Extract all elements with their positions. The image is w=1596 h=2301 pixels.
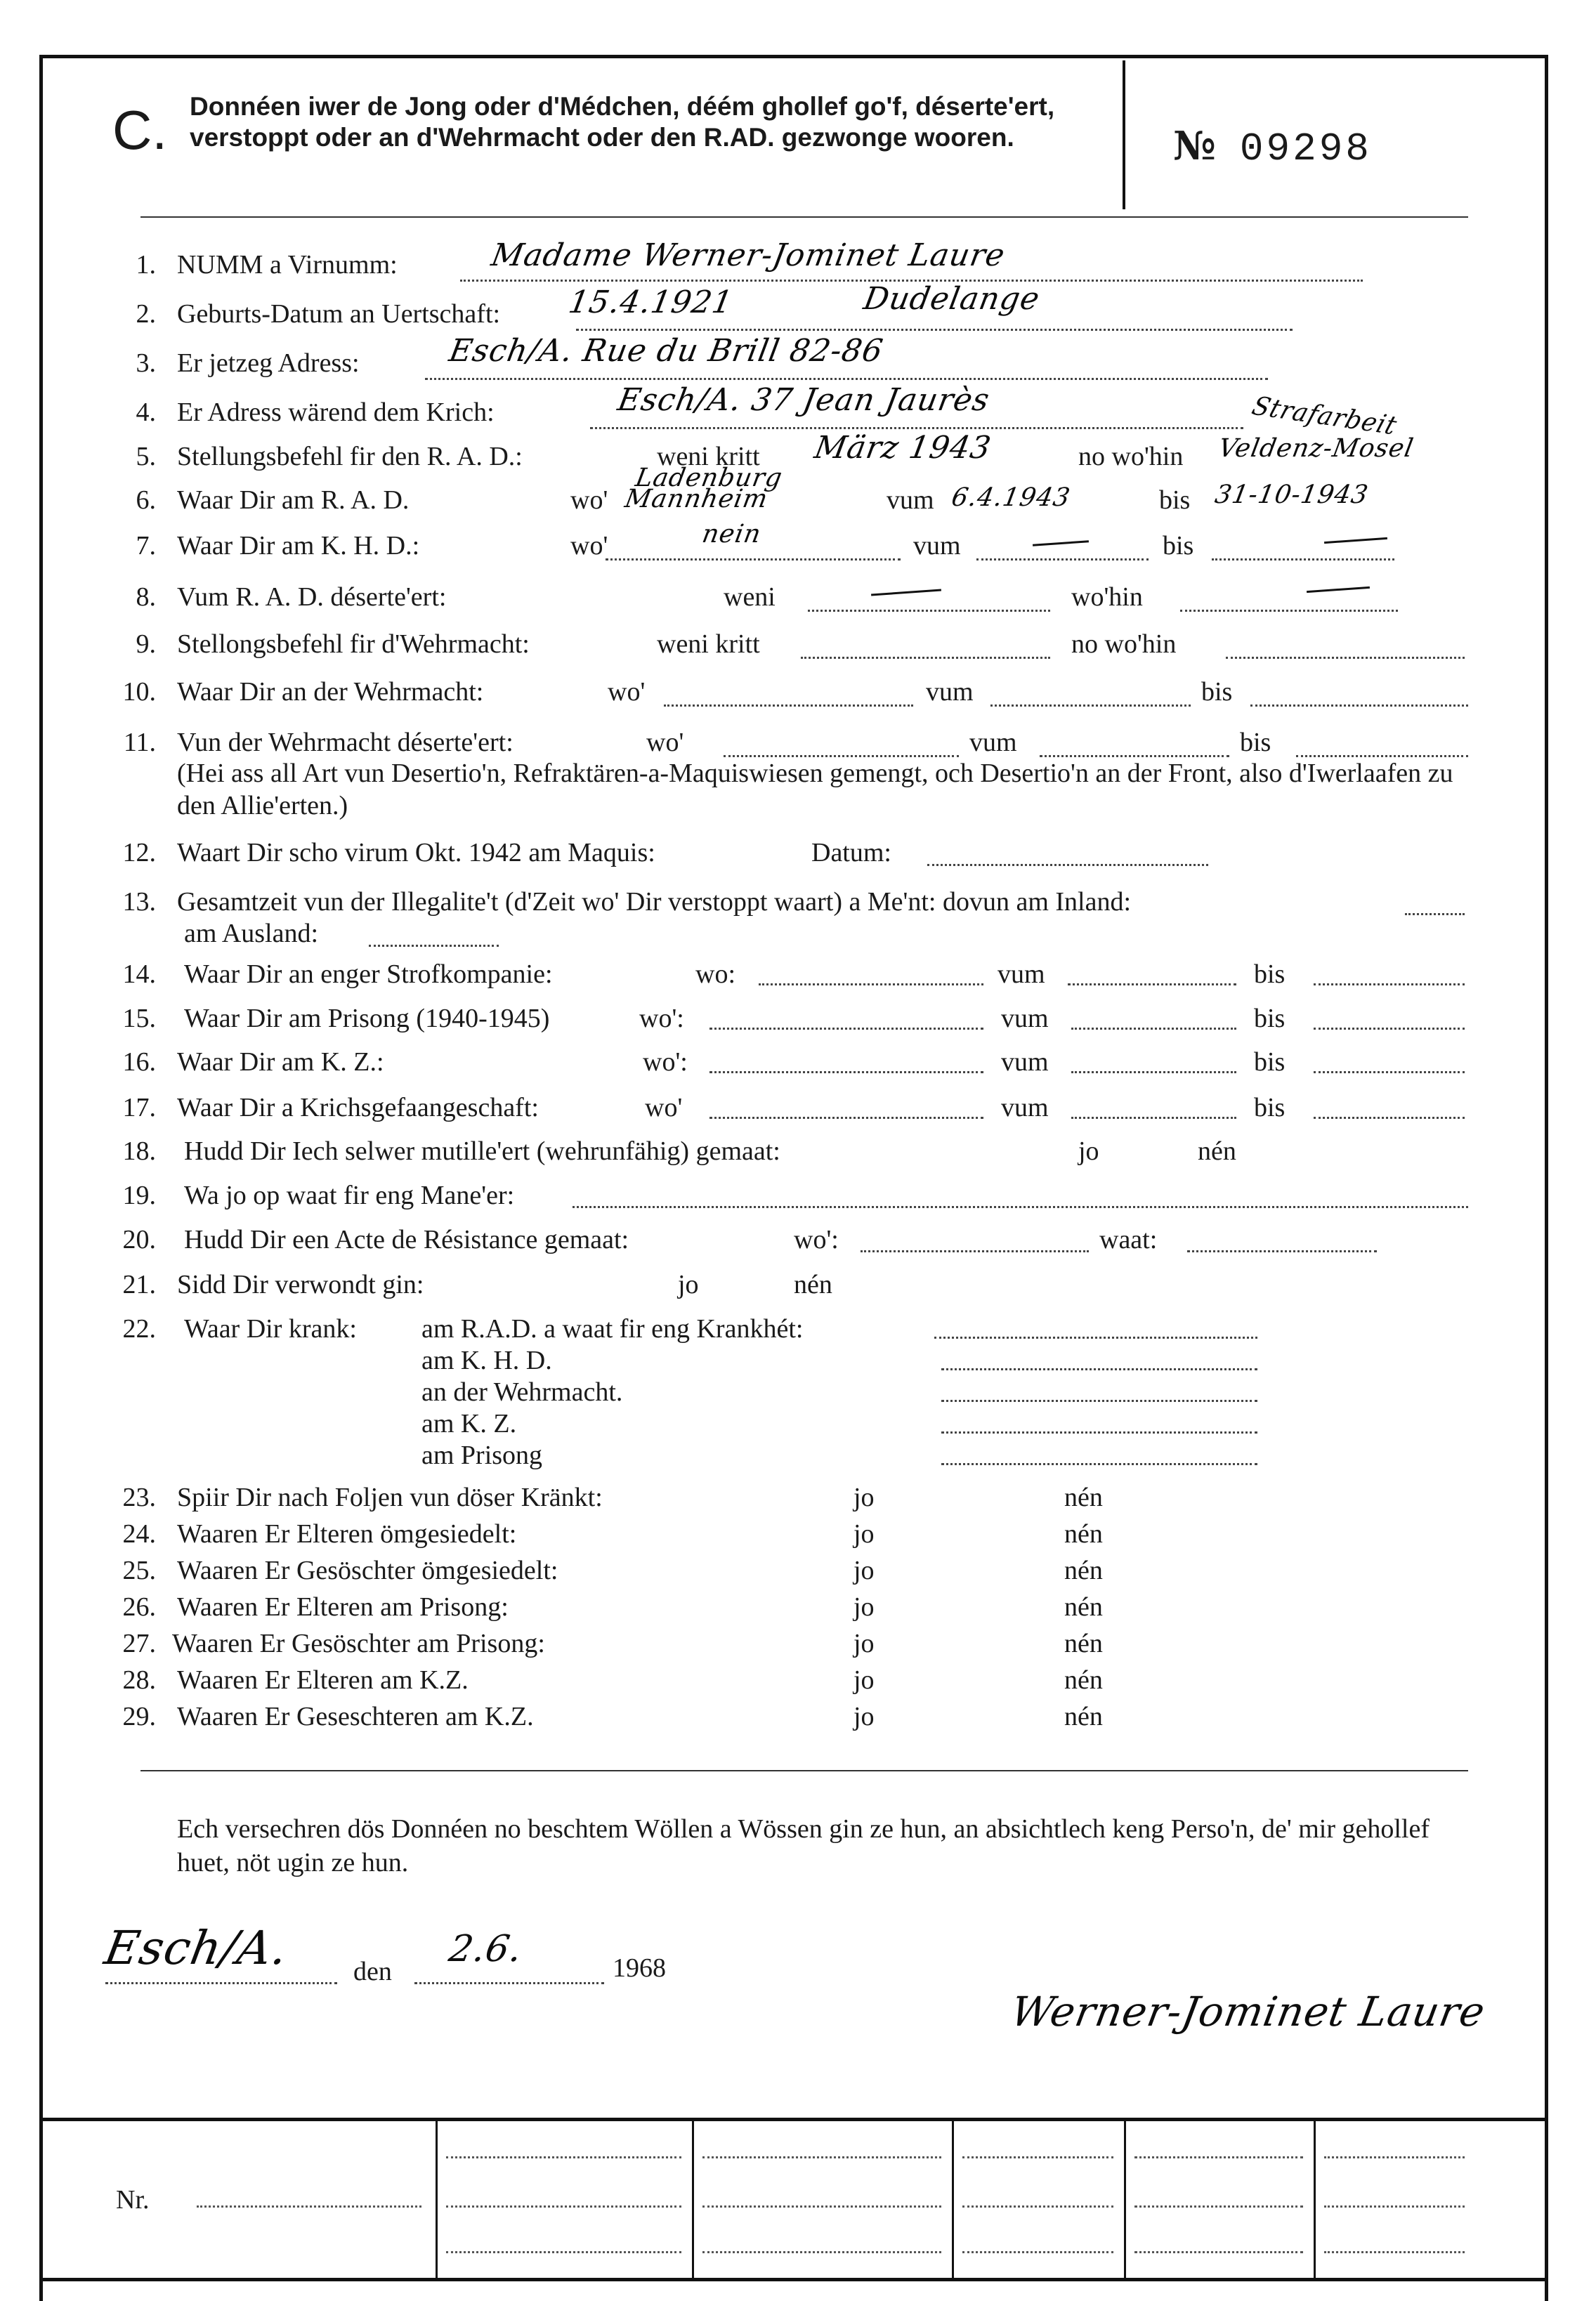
war-address-field[interactable] bbox=[590, 427, 1243, 429]
sick-khd-label: am K. H. D. bbox=[421, 1346, 552, 1375]
wehrmacht-order-date-field[interactable] bbox=[801, 657, 1050, 659]
option-jo[interactable]: jo bbox=[853, 1483, 875, 1512]
option-jo[interactable]: jo bbox=[853, 1629, 875, 1658]
rad-order-extra-value: Strafarbeit bbox=[1248, 391, 1401, 441]
section-letter: C. bbox=[112, 99, 167, 161]
prison-from-field[interactable] bbox=[1071, 1028, 1236, 1030]
field-label: Waar Dir an der Wehrmacht: bbox=[177, 677, 484, 707]
field-label: Waart Dir scho virum Okt. 1942 am Maquis: bbox=[177, 838, 655, 867]
field-label: Waar Dir an enger Strofkompanie: bbox=[184, 959, 553, 989]
field-label: Waar Dir am Prisong (1940-1945) bbox=[184, 1004, 550, 1033]
weni-label: weni bbox=[724, 582, 776, 612]
row-number: 9. bbox=[136, 629, 156, 659]
war-address-value: Esch/A. 37 Jean Jaurès bbox=[615, 382, 993, 418]
row-number: 28. bbox=[122, 1665, 156, 1695]
footer-cell[interactable] bbox=[1134, 2251, 1303, 2253]
footer-divider-3 bbox=[952, 2121, 954, 2279]
option-nen[interactable]: nén bbox=[1064, 1519, 1103, 1549]
row-number: 22. bbox=[122, 1314, 156, 1344]
number-value: 09298 bbox=[1239, 126, 1372, 171]
field-label: Hudd Dir een Acte de Résistance gemaat: bbox=[184, 1225, 629, 1254]
option-nen[interactable]: nén bbox=[1064, 1592, 1103, 1622]
field-label: NUMM a Virnumm: bbox=[177, 250, 398, 280]
wehrmacht-place-field[interactable] bbox=[664, 704, 913, 707]
field-label: Wa jo op waat fir eng Mane'er: bbox=[184, 1181, 515, 1210]
illegality-inland-field[interactable] bbox=[1405, 913, 1465, 915]
field-label: Sidd Dir verwondt gin: bbox=[177, 1270, 424, 1299]
birth-place-value: Dudelange bbox=[861, 281, 1043, 317]
birth-date-value: 15.4.1921 bbox=[565, 284, 736, 320]
wo-label: wo' bbox=[646, 728, 684, 757]
row-number: 4. bbox=[136, 398, 156, 427]
option-nen[interactable]: nén bbox=[1064, 1702, 1103, 1731]
row-number: 6. bbox=[136, 485, 156, 515]
field-label: Vun der Wehrmacht déserte'ert: bbox=[177, 728, 514, 757]
footer-cell[interactable] bbox=[962, 2205, 1113, 2208]
row-number: 24. bbox=[122, 1519, 156, 1549]
bis-label: bis bbox=[1254, 1047, 1286, 1077]
ausland-label: am Ausland: bbox=[184, 919, 319, 948]
bis-label: bis bbox=[1254, 959, 1286, 989]
khd-from-field[interactable] bbox=[976, 558, 1149, 560]
den-label: den bbox=[353, 1957, 392, 1986]
field-label: Waar Dir am R. A. D. bbox=[177, 485, 410, 515]
rad-place-value-2: Mannheim bbox=[622, 485, 771, 513]
row-number: 5. bbox=[136, 442, 156, 471]
option-jo[interactable]: jo bbox=[678, 1270, 699, 1299]
row-number: 19. bbox=[122, 1181, 156, 1210]
field-label: Waar Dir am K. Z.: bbox=[177, 1047, 384, 1077]
rad-from-value: 6.4.1943 bbox=[949, 483, 1073, 512]
row-number: 7. bbox=[136, 531, 156, 560]
footer-cell[interactable] bbox=[962, 2251, 1113, 2253]
row-number: 27. bbox=[122, 1629, 156, 1658]
field-label: Waaren Er Geseschteren am K.Z. bbox=[177, 1702, 534, 1731]
place-value: Esch/A. bbox=[100, 1921, 293, 1975]
footer-divider-5 bbox=[1314, 2121, 1316, 2279]
declaration-text: Ech versechren dös Donnéen no beschtem Wöllen a Wössen gin ze hun, an absichtlech keng Perso'n, de' mir gehollef huet, nöt ugin ze hun. bbox=[177, 1814, 1430, 1877]
date-field[interactable] bbox=[414, 1982, 604, 1984]
vum-label: vum bbox=[1001, 1093, 1049, 1122]
sick-prison-label: am Prisong bbox=[421, 1441, 543, 1470]
bis-label: bis bbox=[1240, 728, 1271, 757]
field-label: Waaren Er Elteren ömgesiedelt: bbox=[177, 1519, 517, 1549]
place-field[interactable] bbox=[105, 1982, 337, 1984]
bis-label: bis bbox=[1163, 531, 1194, 560]
option-jo[interactable]: jo bbox=[853, 1556, 875, 1585]
row-number: 1. bbox=[136, 250, 156, 280]
sick-wehrmacht-label: an der Wehrmacht. bbox=[421, 1377, 623, 1407]
strofkompanie-place-field[interactable] bbox=[759, 983, 983, 985]
field-label: Spiir Dir nach Foljen vun döser Kränkt: bbox=[177, 1483, 603, 1512]
footer-cell[interactable] bbox=[446, 2251, 681, 2253]
wo-label: wo' bbox=[645, 1093, 683, 1122]
weni-label: weni kritt bbox=[657, 442, 760, 471]
field-label: Waaren Er Gesöschter am Prisong: bbox=[172, 1629, 545, 1658]
header-divider bbox=[1123, 60, 1125, 209]
waat-label: waat: bbox=[1099, 1225, 1158, 1254]
footer-cell[interactable] bbox=[446, 2156, 681, 2158]
footer-cell[interactable] bbox=[1324, 2156, 1465, 2158]
vum-label: vum bbox=[913, 531, 961, 560]
signature: Werner-Jominet Laure bbox=[1007, 1988, 1489, 2035]
row-number: 17. bbox=[122, 1093, 156, 1122]
strofkompanie-from-field[interactable] bbox=[1068, 983, 1236, 985]
wehrmacht-to-field[interactable] bbox=[1250, 704, 1468, 707]
row-number: 3. bbox=[136, 348, 156, 378]
row-number: 23. bbox=[122, 1483, 156, 1512]
vum-label: vum bbox=[1001, 1047, 1049, 1077]
address-field[interactable] bbox=[425, 378, 1268, 380]
nowohin-label: no wo'hin bbox=[1078, 442, 1184, 471]
option-nen[interactable]: nén bbox=[1064, 1483, 1103, 1512]
wo-label: wo' bbox=[608, 677, 646, 707]
option-nen[interactable]: nén bbox=[1064, 1556, 1103, 1585]
footer-cell[interactable] bbox=[702, 2251, 941, 2253]
declaration-rule bbox=[140, 1770, 1468, 1771]
sick-wehrmacht-field[interactable] bbox=[941, 1400, 1257, 1402]
bis-label: bis bbox=[1201, 677, 1233, 707]
wo-label: wo': bbox=[643, 1047, 688, 1077]
rad-place-value-1: Ladenburg bbox=[633, 464, 785, 492]
kz-from-field[interactable] bbox=[1071, 1071, 1236, 1073]
desertion-note: (Hei ass all Art vun Desertio'n, Refraktären-a-Maquiswiesen gemengt, och Desertio'n an der Front, also d'Iwerlaafen zu den Allie'erten.) bbox=[177, 759, 1453, 820]
wo-label: wo' bbox=[570, 485, 608, 515]
footer-cell[interactable] bbox=[702, 2205, 941, 2208]
field-label: Gesamtzeit vun der Illegalite't (d'Zeit wo' Dir verstoppt waart) a Me'nt: dovun am Inland: bbox=[177, 887, 1132, 917]
address-value: Esch/A. Rue du Brill 82-86 bbox=[446, 333, 887, 369]
row-number: 29. bbox=[122, 1702, 156, 1731]
option-jo[interactable]: jo bbox=[853, 1665, 875, 1695]
row-number: 10. bbox=[122, 677, 156, 707]
sick-kz-field[interactable] bbox=[941, 1431, 1257, 1434]
row-number: 14. bbox=[122, 959, 156, 989]
field-label: Waar Dir krank: bbox=[184, 1314, 357, 1344]
bis-label: bis bbox=[1254, 1004, 1286, 1033]
khd-to-field[interactable] bbox=[1212, 558, 1394, 560]
row-number: 15. bbox=[122, 1004, 156, 1033]
birth-field[interactable] bbox=[576, 329, 1293, 331]
footer-cell[interactable] bbox=[446, 2205, 681, 2208]
mutilation-manner-field[interactable] bbox=[573, 1206, 1468, 1208]
header-rule bbox=[140, 216, 1468, 218]
illegality-ausland-field[interactable] bbox=[369, 945, 499, 947]
field-label: Er Adress wärend dem Krich: bbox=[177, 398, 495, 427]
footer-cell[interactable] bbox=[962, 2156, 1113, 2158]
nr-label: Nr. bbox=[116, 2185, 150, 2215]
bis-label: bis bbox=[1254, 1093, 1286, 1122]
sick-rad-label: am R.A.D. a waat fir eng Krankhét: bbox=[421, 1314, 804, 1344]
bottom-border bbox=[39, 2278, 1548, 2281]
option-nen[interactable]: nén bbox=[1064, 1629, 1103, 1658]
rad-order-place-value: Veldenz-Mosel bbox=[1216, 434, 1416, 463]
option-nen[interactable]: nén bbox=[1064, 1665, 1103, 1695]
name-value: Madame Werner-Jominet Laure bbox=[488, 237, 1008, 273]
number-sign: № bbox=[1173, 123, 1219, 169]
option-jo[interactable]: jo bbox=[853, 1592, 875, 1622]
row-number: 16. bbox=[122, 1047, 156, 1077]
sick-rad-field[interactable] bbox=[934, 1337, 1257, 1339]
wehrmacht-from-field[interactable] bbox=[990, 704, 1191, 707]
form-number bbox=[1173, 123, 1372, 171]
row-number: 21. bbox=[122, 1270, 156, 1299]
khd-value: nein bbox=[700, 520, 764, 549]
option-nen[interactable]: nén bbox=[1198, 1136, 1236, 1166]
row-number: 8. bbox=[136, 582, 156, 612]
footer-cell[interactable] bbox=[1134, 2156, 1303, 2158]
footer-divider-4 bbox=[1124, 2121, 1126, 2279]
vum-label: vum bbox=[1001, 1004, 1049, 1033]
row-number: 13. bbox=[122, 887, 156, 917]
row-number: 25. bbox=[122, 1556, 156, 1585]
resistance-place-field[interactable] bbox=[861, 1250, 1089, 1252]
rad-to-value: 31-10-1943 bbox=[1212, 480, 1371, 509]
row-number: 26. bbox=[122, 1592, 156, 1622]
footer-cell[interactable] bbox=[1134, 2205, 1303, 2208]
nr-field[interactable] bbox=[197, 2205, 421, 2208]
footer-cell[interactable] bbox=[702, 2156, 941, 2158]
bis-label: bis bbox=[1159, 485, 1191, 515]
vum-label: vum bbox=[887, 485, 934, 515]
vum-label: vum bbox=[926, 677, 974, 707]
wo-label: wo: bbox=[695, 959, 735, 989]
wo-label: wo': bbox=[794, 1225, 839, 1254]
footer-divider-2 bbox=[692, 2121, 694, 2279]
vum-label: vum bbox=[998, 959, 1045, 989]
field-label: Waar Dir a Krichsgefaangeschaft: bbox=[177, 1093, 539, 1122]
wo-label: wo' bbox=[570, 531, 608, 560]
pow-place-field[interactable] bbox=[709, 1117, 983, 1119]
footer-cell[interactable] bbox=[1324, 2251, 1465, 2253]
pow-from-field[interactable] bbox=[1071, 1117, 1236, 1119]
wo-label: wo': bbox=[639, 1004, 684, 1033]
option-jo[interactable]: jo bbox=[1078, 1136, 1099, 1166]
row-number: 2. bbox=[136, 299, 156, 329]
datum-label: Datum: bbox=[811, 838, 891, 867]
weni-label: weni kritt bbox=[657, 629, 760, 659]
prison-to-field[interactable] bbox=[1314, 1028, 1465, 1030]
pow-to-field[interactable] bbox=[1314, 1117, 1465, 1119]
field-label: Waar Dir am K. H. D.: bbox=[177, 531, 420, 560]
field-label: Vum R. A. D. déserte'ert: bbox=[177, 582, 447, 612]
field-label: Waaren Er Elteren am Prisong: bbox=[177, 1592, 509, 1622]
wohin-label: no wo'hin bbox=[1071, 629, 1177, 659]
desert-rad-place-field[interactable] bbox=[1180, 610, 1398, 612]
rad-order-date-value: März 1943 bbox=[811, 430, 994, 466]
sick-prison-field[interactable] bbox=[941, 1463, 1257, 1465]
row-number: 11. bbox=[123, 728, 156, 757]
footer-cell[interactable] bbox=[1324, 2205, 1465, 2208]
field-label: Stellongsbefehl fir d'Wehrmacht: bbox=[177, 629, 530, 659]
option-jo[interactable]: jo bbox=[853, 1702, 875, 1731]
footer-divider-1 bbox=[436, 2121, 438, 2279]
row-number: 20. bbox=[122, 1225, 156, 1254]
field-label: Waaren Er Gesöschter ömgesiedelt: bbox=[177, 1556, 558, 1585]
sick-kz-label: am K. Z. bbox=[421, 1409, 517, 1438]
field-label: Geburts-Datum an Uertschaft: bbox=[177, 299, 501, 329]
year-label: 1968 bbox=[613, 1953, 666, 1983]
option-jo[interactable]: jo bbox=[853, 1519, 875, 1549]
date-value: 2.6. bbox=[445, 1928, 526, 1970]
vum-label: vum bbox=[969, 728, 1017, 757]
wohin-label: wo'hin bbox=[1071, 582, 1143, 612]
form-title: Donnéen iwer de Jong oder d'Médchen, déém ghollef go'f, déserte'ert, verstoppt oder an d'Wehrmacht oder den R.AD. gezwonge wooren. bbox=[190, 92, 1055, 152]
row-number: 18. bbox=[122, 1136, 156, 1166]
field-label: Stellungsbefehl fir den R. A. D.: bbox=[177, 442, 523, 471]
kz-to-field[interactable] bbox=[1314, 1071, 1465, 1073]
field-label: Waaren Er Elteren am K.Z. bbox=[177, 1665, 469, 1695]
prison-place-field[interactable] bbox=[709, 1028, 983, 1030]
desert-rad-date-field[interactable] bbox=[808, 610, 1050, 612]
kz-place-field[interactable] bbox=[709, 1071, 983, 1073]
field-label: Hudd Dir Iech selwer mutille'ert (wehrunfähig) gemaat: bbox=[184, 1136, 780, 1166]
row-number: 12. bbox=[122, 838, 156, 867]
sick-khd-field[interactable] bbox=[941, 1368, 1257, 1370]
resistance-what-field[interactable] bbox=[1187, 1250, 1377, 1252]
wehrmacht-order-place-field[interactable] bbox=[1226, 657, 1465, 659]
khd-place-field[interactable] bbox=[606, 558, 901, 560]
field-label: Er jetzeg Adress: bbox=[177, 348, 360, 378]
option-nen[interactable]: nén bbox=[794, 1270, 832, 1299]
footer-rule bbox=[39, 2118, 1548, 2121]
maquis-date-field[interactable] bbox=[927, 864, 1208, 866]
strofkompanie-to-field[interactable] bbox=[1314, 983, 1465, 985]
